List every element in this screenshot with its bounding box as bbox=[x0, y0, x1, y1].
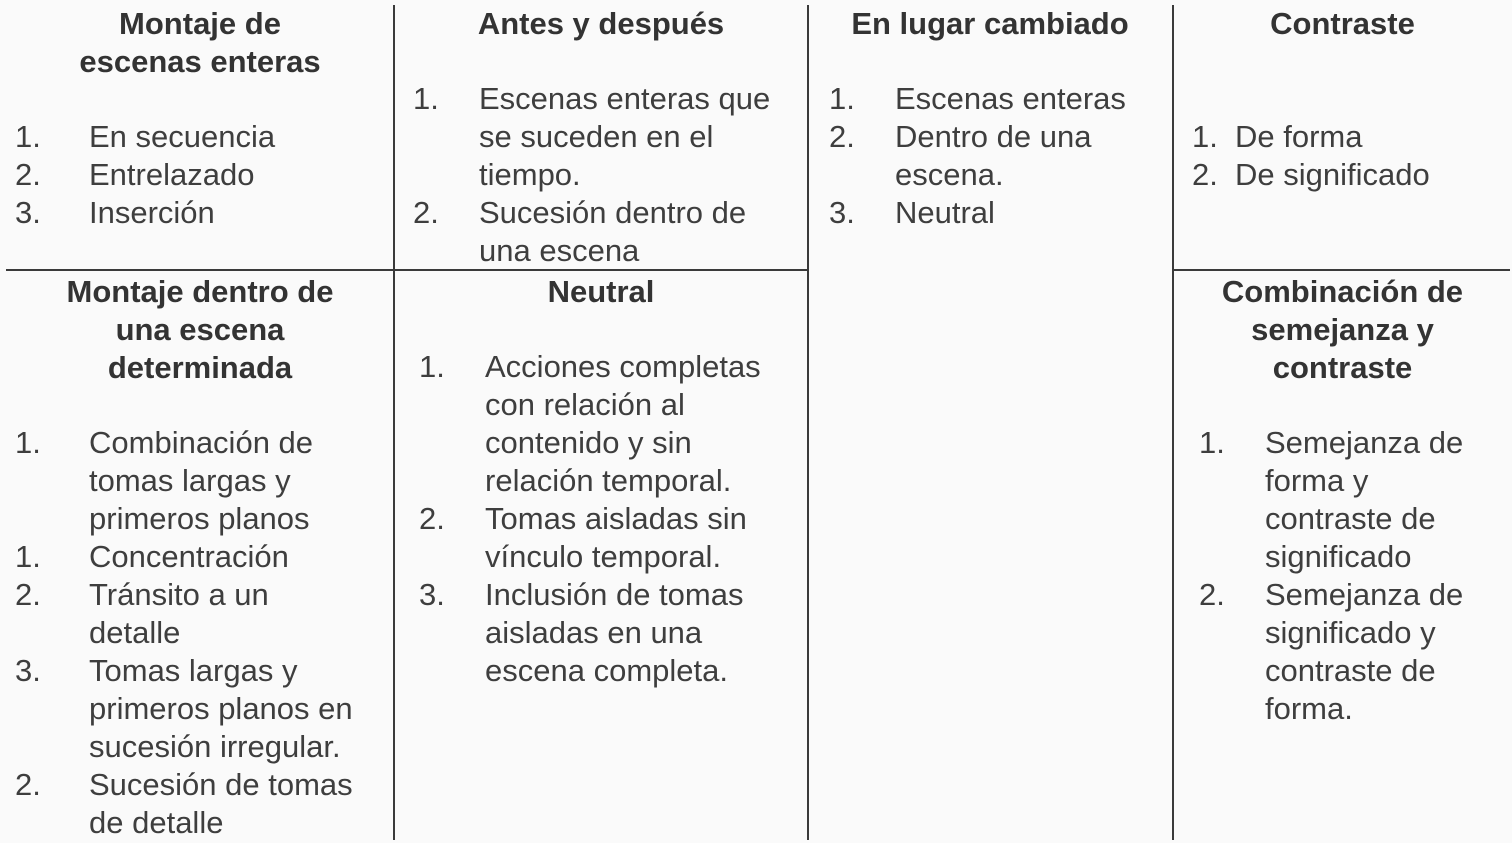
cell-similarity-contrast bbox=[1175, 273, 1510, 728]
list-item: 2. Sucesión de tomas de detalle bbox=[15, 767, 353, 840]
list-item: 3. Inserción bbox=[15, 195, 215, 230]
item-list bbox=[1175, 424, 1510, 728]
list-item: 2. Tránsito a un detalle bbox=[15, 577, 269, 650]
list-item: 2. Sucesión dentro de una escena bbox=[413, 195, 747, 268]
cell-heading: Neutral bbox=[547, 274, 655, 309]
cell-heading: Montaje de escenas enteras bbox=[79, 6, 321, 79]
list-item: 1. Escenas enteras que se suceden en el tiempo. bbox=[413, 81, 771, 192]
cell-changed-place bbox=[810, 5, 1170, 232]
cell-heading: Contraste bbox=[1270, 6, 1415, 41]
list-item: 1. Combinación de tomas largas y primeros planos bbox=[15, 425, 314, 536]
cell-contrast bbox=[1175, 5, 1510, 194]
list-item: 1. Semejanza de forma y contraste de significado bbox=[1199, 425, 1464, 574]
cell-heading: Antes y después bbox=[477, 6, 725, 41]
list-item: 3. Inclusión de tomas aisladas en una escena completa. bbox=[419, 577, 744, 688]
cell-before-after bbox=[396, 5, 806, 270]
item-list bbox=[396, 348, 806, 690]
item-list bbox=[396, 80, 806, 270]
list-item: 2. Dentro de una escena. bbox=[829, 119, 1092, 192]
list-item: 3. Neutral bbox=[829, 195, 995, 230]
list-item: 2. Tomas aisladas sin vínculo temporal. bbox=[419, 501, 747, 574]
item-list bbox=[1175, 118, 1510, 194]
column-divider bbox=[1172, 5, 1174, 840]
cell-within-scene-montage bbox=[15, 273, 385, 842]
cell-heading: En lugar cambiado bbox=[851, 6, 1129, 41]
list-item: 2. Semejanza de significado y contraste de forma. bbox=[1199, 577, 1464, 726]
column-divider bbox=[393, 5, 395, 840]
cell-neutral bbox=[396, 273, 806, 690]
list-item: 1. Acciones completas con relación al contenido y sin relación temporal. bbox=[419, 349, 761, 498]
list-item: 1. Escenas enteras bbox=[829, 81, 1126, 116]
list-item: 1. De forma bbox=[1192, 119, 1363, 154]
item-list bbox=[15, 118, 385, 232]
list-item: 2. De significado bbox=[1192, 157, 1430, 192]
list-item: 3. Tomas largas y primeros planos en sucesión irregular. bbox=[15, 653, 353, 764]
list-item: 1. En secuencia bbox=[15, 119, 276, 154]
cell-scene-montage bbox=[15, 5, 385, 232]
item-list bbox=[810, 80, 1170, 232]
list-item: 1. Concentración bbox=[15, 539, 289, 574]
column-divider bbox=[807, 5, 809, 840]
item-list bbox=[15, 424, 385, 842]
row-divider bbox=[1172, 269, 1510, 271]
cell-heading: Montaje dentro de una escena determinada bbox=[66, 274, 334, 385]
cell-heading: Combinación de semejanza y contraste bbox=[1221, 274, 1464, 385]
list-item: 2. Entrelazado bbox=[15, 157, 255, 192]
